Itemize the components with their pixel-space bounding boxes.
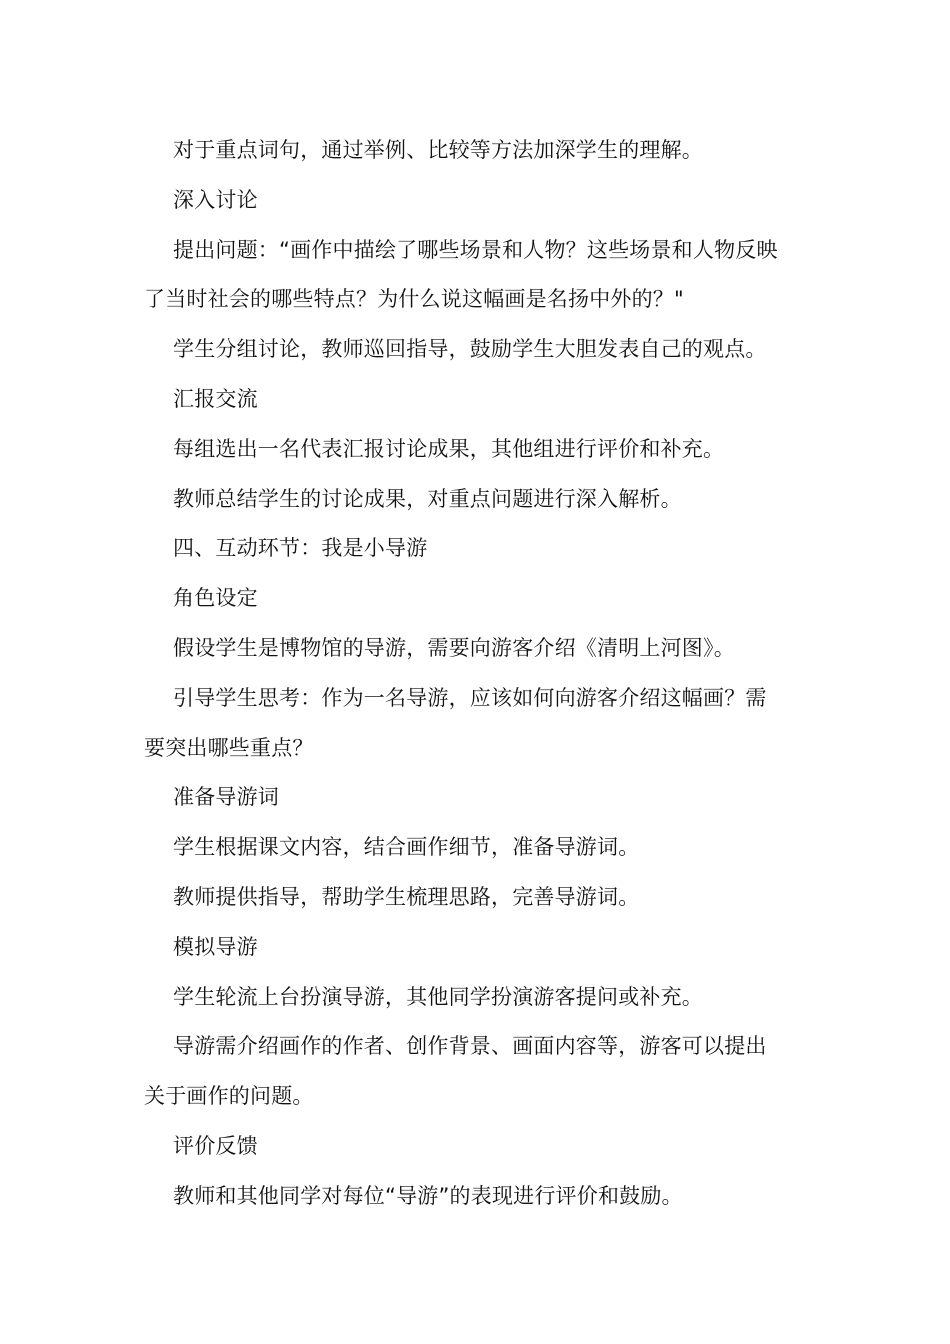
paragraph-line: 对于重点词句，通过举例、比较等方法加深学生的理解。 xyxy=(173,138,703,162)
paragraph-line-continuation: 关于画作的问题。 xyxy=(144,1084,314,1109)
paragraph-line: 教师提供指导，帮助学生梳理思路，完善导游词。 xyxy=(173,884,640,909)
paragraph-line-continuation: 要突出哪些重点？ xyxy=(144,735,314,760)
paragraph-line: 教师总结学生的讨论成果，对重点问题进行深入解析。 xyxy=(173,486,682,511)
paragraph-line: 引导学生思考：作为一名导游，应该如何向游客介绍这幅画？需 xyxy=(173,685,767,710)
section-heading: 角色设定 xyxy=(173,586,258,611)
chapter-heading: 四、互动环节：我是小导游 xyxy=(173,536,428,561)
paragraph-line: 提出问题：“画作中描绘了哪些场景和人物？这些场景和人物反映 xyxy=(173,237,778,262)
paragraph-line: 每组选出一名代表汇报讨论成果，其他组进行评价和补充。 xyxy=(173,436,725,461)
paragraph-line-continuation: 了当时社会的哪些特点？为什么说这幅画是名扬中外的？" xyxy=(144,287,684,312)
paragraph-line: 学生根据课文内容，结合画作细节，准备导游词。 xyxy=(173,835,640,860)
section-heading: 模拟导游 xyxy=(173,934,258,959)
paragraph-line: 教师和其他同学对每位“导游”的表现进行评价和鼓励。 xyxy=(173,1183,683,1208)
paragraph-line: 假设学生是博物馆的导游，需要向游客介绍《清明上河图》。 xyxy=(173,635,735,660)
section-heading: 评价反馈 xyxy=(173,1133,258,1158)
section-heading: 汇报交流 xyxy=(173,386,258,411)
paragraph-line: 学生分组讨论，教师巡回指导，鼓励学生大胆发表自己的观点。 xyxy=(173,337,767,362)
paragraph-line: 学生轮流上台扮演导游，其他同学扮演游客提问或补充。 xyxy=(173,984,703,1009)
section-heading: 深入讨论 xyxy=(173,187,258,212)
document-body xyxy=(144,126,808,1222)
section-heading: 准备导游词 xyxy=(173,785,279,810)
paragraph-line: 导游需介绍画作的作者、创作背景、画面内容等，游客可以提出 xyxy=(173,1034,767,1059)
